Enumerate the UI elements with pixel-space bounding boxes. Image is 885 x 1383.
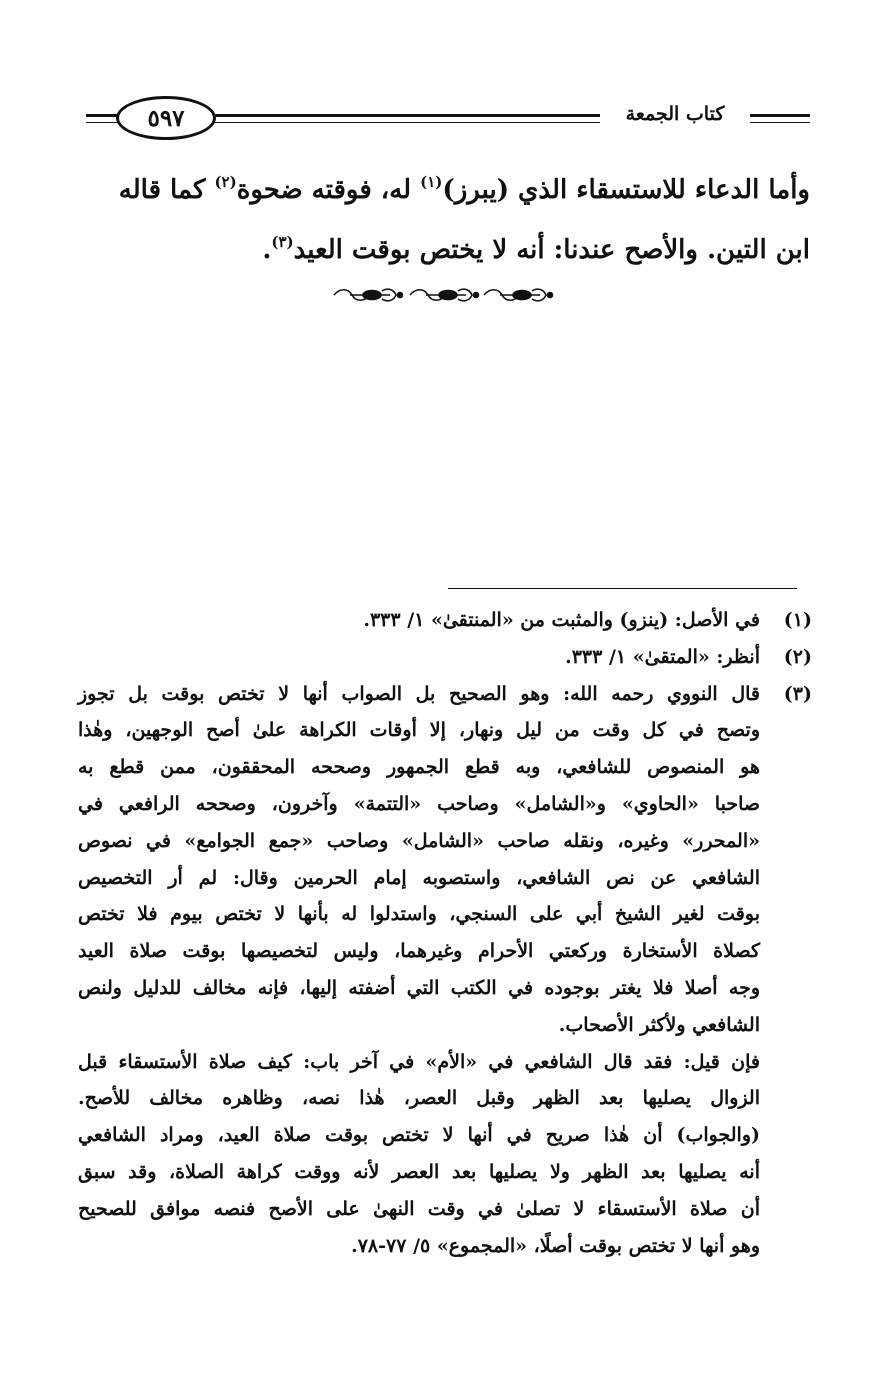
footnote-ref: (١) [420, 173, 443, 191]
footnote-line: وجه أصلا فلا يغتر بوجوده في الكتب التي أضفته إليها، فإنه مخالف للدليل ولنص [78, 976, 760, 999]
ornament-divider [330, 284, 556, 306]
footnote-line: في الأصل: (ينزو) والمثبت من «المنتقىٰ» ١/ ٣٣٣. [363, 609, 760, 631]
footnote-line: أنه يصليها بعد الظهر ولا يصليها بعد العصر لأنه ووقت كراهة الصلاة، وقد سبق [78, 1160, 760, 1183]
footnote-continuation [78, 1044, 812, 1265]
footnote-line: وهو أنها لا تختص بوقت أصلًا، «المجموع» ٥/ ٧٧-٧٨. [351, 1234, 760, 1257]
footnote-line: (والجواب) أن هٰذا صريح في أنها لا تختص بوقت صلاة العيد، ومراد الشافعي [78, 1124, 760, 1147]
footnote-line: كصلاة الأستخارة وركعتي الأحرام وغيرهما، وليس لتخصيصها بوقت صلاة العيد [78, 940, 760, 963]
footnote-line: وتصح في كل وقت من ليل ونهار، إلا أوقات الكراهة علىٰ أصح الوجهين، وهٰذا [78, 719, 760, 742]
running-title: كتاب الجمعة [600, 103, 750, 125]
main-text-line: ابن التين. والأصح عندنا: أنه لا يختص بوقت العيد$^{(٣)}$. [262, 233, 810, 265]
footnote-ref: (٣) [271, 233, 294, 251]
page-number: ٥٩٧ [116, 96, 216, 140]
footnote-number: (١) [783, 609, 812, 631]
footnote-line: أن صلاة الأستسقاء لا تصلىٰ في وقت النهىٰ على الأصح فنصه موافق للصحيح [78, 1197, 760, 1220]
footnote-2 [78, 639, 812, 676]
footnote-line: الشافعي عن نص الشافعي، واستصوبه إمام الحرمين وقال: لم أر التخصيص [78, 866, 760, 889]
footnote-line: هو المنصوص للشافعي، وبه قطع الجمهور وصححه المحققون، ممن قطع به [78, 756, 760, 779]
footnote-line: صاحبا «الحاوي» و«الشامل» وصاحب «التتمة» وآخرون، وصححه الرافعي في [78, 792, 760, 815]
footnote-line: أنظر: «المتقىٰ» ١/ ٣٣٣. [565, 645, 760, 668]
footnote-separator [448, 588, 797, 589]
footnote-line: الزوال يصليها بعد الظهر وقبل العصر، هٰذا نصه، وظاهره مخالف للأصح. [78, 1087, 760, 1110]
main-text-line: وأما الدعاء للاستسقاء الذي (يبرز)$^{(١)}$ له، فوقته ضحوة$^{(٢)}$ كما قاله [118, 173, 810, 205]
footnote-line: بوقت لغير الشيخ أبي على السنجي، واستدلوا له بأنها لا تختص بيوم فلا تختص [78, 903, 760, 926]
footnote-line: «المحرر» وغيره، ونقله صاحب «الشامل» وصاحب «جمع الجوامع» في نصوص [78, 829, 760, 852]
footnote-line: قال النووي رحمه الله: وهو الصحيح بل الصواب أنها لا تختص بوقت بل تجوز [78, 682, 760, 705]
footnotes [78, 602, 812, 1264]
footnote-ref: (٢) [214, 173, 237, 191]
footnote-1 [78, 602, 812, 639]
main-text [82, 160, 810, 280]
footnote-number: (٣) [783, 682, 812, 705]
footnote-number: (٢) [783, 645, 812, 668]
footnote-line: فإن قيل: فقد قال الشافعي في «الأم» في آخر باب: كيف صلاة الأستسقاء قبل [78, 1050, 760, 1073]
footnote-3 [78, 676, 812, 1044]
running-header [86, 94, 810, 146]
footnote-line: الشافعي ولأكثر الأصحاب. [558, 1013, 760, 1036]
